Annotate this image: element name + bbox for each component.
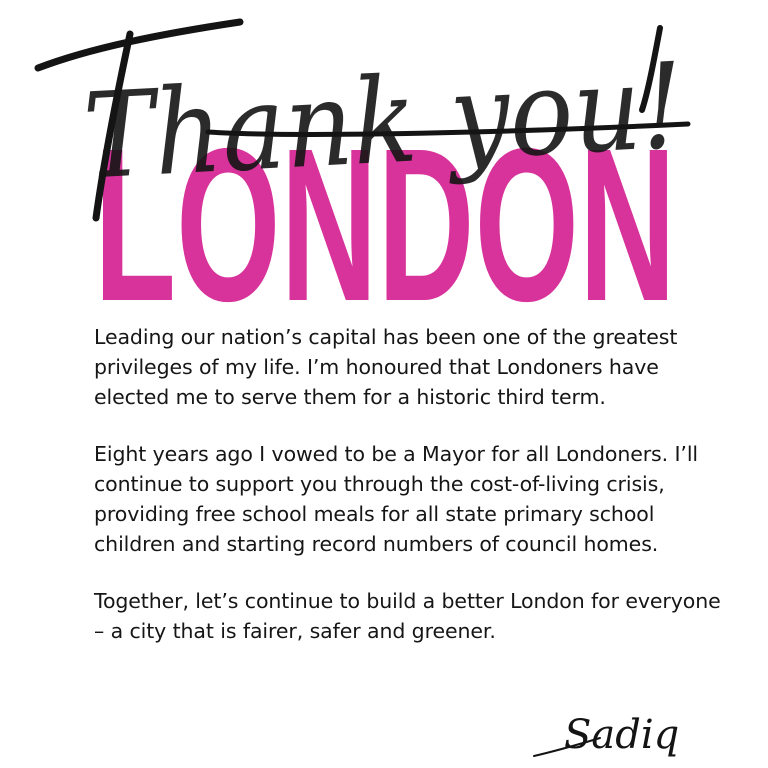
signature [520,698,720,768]
city-heading: LONDON [94,104,676,320]
paragraph-2: Eight years ago I vowed to be a Mayor for all Londoners. I’ll continue to support you through the cost-of-living crisis, providing free school meals for all state primary school children and starting record numbers of council homes. [94,442,699,556]
thank-you-heading: Thank you! [80,32,758,206]
headline [0,0,768,320]
letter-body [94,322,734,673]
signature-name: Sadiq [564,712,680,758]
paragraph-3: Together, let’s continue to build a better London for everyone – a city that is fairer, safer and greener. [94,589,721,643]
thank-you-script [0,0,768,320]
paragraph-1: Leading our nation’s capital has been one of the greatest privileges of my life. I’m honoured that Londoners have elected me to serve them for a historic third term. [94,325,678,409]
